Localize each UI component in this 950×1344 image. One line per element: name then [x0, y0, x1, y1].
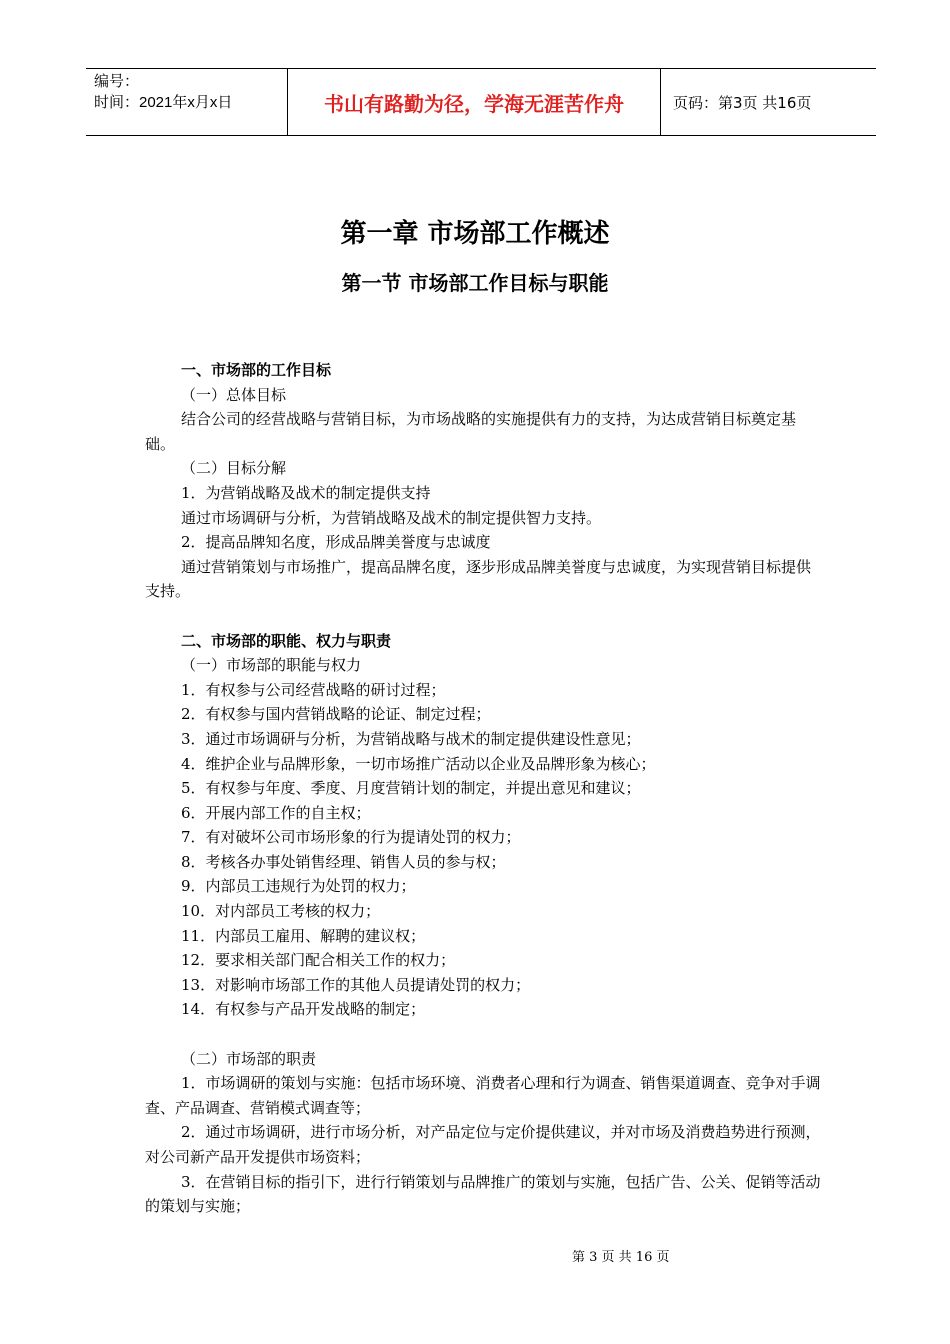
document-body [145, 358, 825, 1219]
page-header [86, 68, 876, 136]
power-item: 13．对影响市场部工作的其他人员提请处罚的权力； [181, 975, 531, 994]
section1-sub1-text: 结合公司的经营战略与营销目标，为市场战略的实施提供有力的支持，为达成营销目标奠定基础。 [145, 410, 797, 453]
section1-item1-text: 通过市场调研与分析，为营销战略及战术的制定提供智力支持。 [181, 508, 602, 527]
duty-item: 1．市场调研的策划与实施：包括市场环境、消费者心理和行为调查、销售渠道调查、竞争对手调查、产品调查、营销模式调查等； [145, 1074, 821, 1117]
section1-item1: 1．为营销战略及战术的制定提供支持 [181, 483, 431, 502]
section2-heading: 二、市场部的职能、权力与职责 [181, 631, 392, 650]
section2-sub1: （一）市场部的职能与权力 [181, 656, 362, 675]
power-item: 14．有权参与产品开发战略的制定； [181, 1000, 426, 1019]
section1-sub2: （二）目标分解 [181, 459, 287, 478]
power-item: 12．要求相关部门配合相关工作的权力； [181, 951, 456, 970]
power-item: 10．对内部员工考核的权力； [181, 902, 381, 921]
power-item: 11．内部员工雇用、解聘的建议权； [181, 926, 426, 945]
section1-item2: 2．提高品牌知名度，形成品牌美誉度与忠诚度 [181, 533, 491, 552]
page-footer: 第 3 页 共 16 页 [572, 1250, 670, 1265]
code-label: 编号： [94, 73, 140, 90]
power-item: 4．维护企业与品牌形象，一切市场推广活动以企业及品牌形象为核心； [181, 754, 656, 773]
duty-item: 2．通过市场调研，进行市场分析，对产品定位与定价提供建议，并对市场及消费趋势进行预测，对公司新产品开发提供市场资料； [145, 1123, 821, 1166]
section1-item2-text: 通过营销策划与市场推广，提高品牌名度，逐步形成品牌美誉度与忠诚度，为实现营销目标提供支持。 [145, 557, 812, 601]
header-meta [86, 69, 288, 135]
time-label: 时间：2021年x月x日 [94, 94, 233, 111]
section2-sub2: （二）市场部的职责 [181, 1049, 317, 1068]
power-item: 8．考核各办事处销售经理、销售人员的参与权； [181, 852, 506, 871]
section-title: 第一节 市场部工作目标与职能 [341, 271, 609, 295]
section1-sub1: （一）总体目标 [181, 385, 287, 404]
spacer [145, 604, 825, 629]
chapter-title: 第一章 市场部工作概述 [340, 219, 610, 249]
duty-item: 3．在营销目标的指引下，进行行销策划与品牌推广的策划与实施，包括广告、公关、促销等活动的策划与实施； [145, 1172, 821, 1216]
spacer [145, 1022, 825, 1047]
power-item: 2．有权参与国内营销战略的论证、制定过程； [181, 705, 491, 724]
power-item: 3．通过市场调研与分析，为营销战略与战术的制定提供建设性意见； [181, 729, 641, 748]
header-motto: 书山有路勤为径，学海无涯苦作舟 [288, 69, 661, 135]
section1-heading: 一、市场部的工作目标 [181, 361, 332, 379]
power-item: 9．内部员工违规行为处罚的权力； [181, 877, 416, 896]
power-item: 5．有权参与年度、季度、月度营销计划的制定，并提出意见和建议； [181, 779, 641, 798]
power-item: 7．有对破坏公司市场形象的行为提请处罚的权力； [181, 828, 521, 847]
power-item: 6．开展内部工作的自主权； [181, 803, 371, 822]
header-page-info: 页码：第3页 共16页 [673, 93, 812, 112]
power-item: 1．有权参与公司经营战略的研讨过程； [181, 680, 446, 699]
